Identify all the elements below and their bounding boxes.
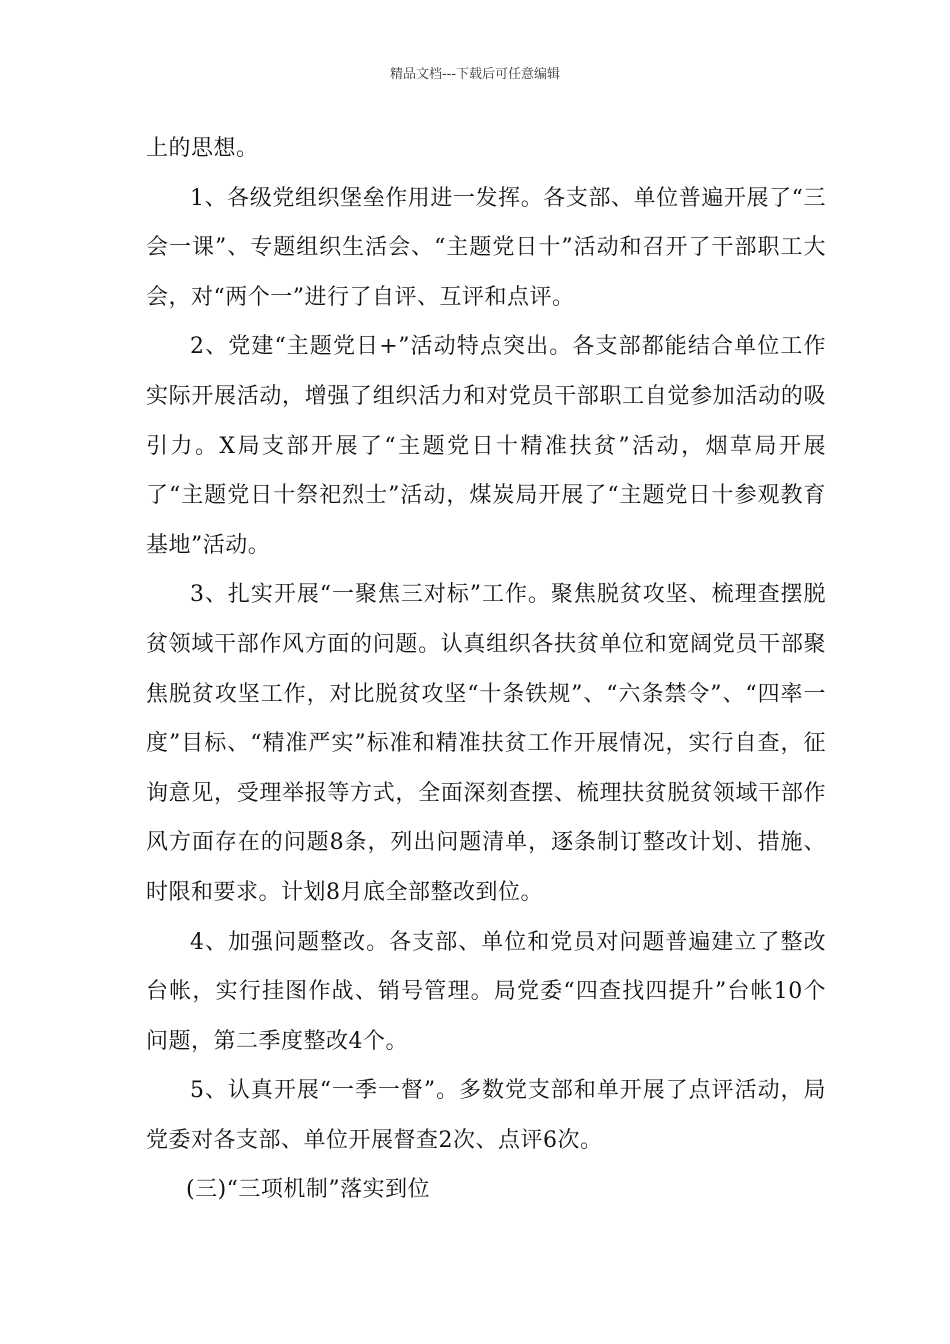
paragraph-item-3: 3、扎实开展“一聚焦三对标”工作。聚焦脱贫攻坚、梳理查摆脱贫领域干部作风方面的问题。认真组织各扶贫单位和宽阔党员干部聚焦脱贫攻坚工作，对比脱贫攻坚“十条铁规”、“六条禁令”、“四率一度”目标、“精准严实”标准和精准扶贫工作开展情况，实行自查，征询意见，受理举报等方式，全面深刻查摆、梳理扶贫脱贫领域干部作风方面存在的问题8条，列出问题清单，逐条制订整改计划、措施、时限和要求。计划8月底全部整改到位。 <box>146 582 826 905</box>
section-heading: (三)“三项机制”落实到位 <box>186 1177 431 1203</box>
page-header: 精品文档---下载后可任意编辑 <box>389 67 561 82</box>
paragraph-item-1: 1、各级党组织堡垒作用进一发挥。各支部、单位普遍开展了“三会一课”、专题组织生活会、“主题党日十”活动和召开了干部职工大会，对“两个一”进行了自评、互评和点评。 <box>146 185 826 310</box>
paragraph-continuation: 上的思想。 <box>146 136 259 161</box>
paragraph-item-5: 5、认真开展“一季一督”。多数党支部和单开展了点评活动，局党委对各支部、单位开展督查2次、点评6次。 <box>146 1078 826 1153</box>
paragraph-item-2: 2、党建“主题党日+”活动特点突出。各支部都能结合单位工作实际开展活动，增强了组织活力和对党员干部职工自觉参加活动的吸引力。X局支部开展了“主题党日十精准扶贫”活动，烟草局开展了“主题党日十祭祀烈士”活动，煤炭局开展了“主题党日十参观教育基地”活动。 <box>146 334 826 558</box>
paragraph-item-4: 4、加强问题整改。各支部、单位和党员对问题普遍建立了整改台帐，实行挂图作战、销号管理。局党委“四查找四提升”台帐10个问题，第二季度整改4个。 <box>146 929 826 1054</box>
document-body <box>146 124 826 1215</box>
